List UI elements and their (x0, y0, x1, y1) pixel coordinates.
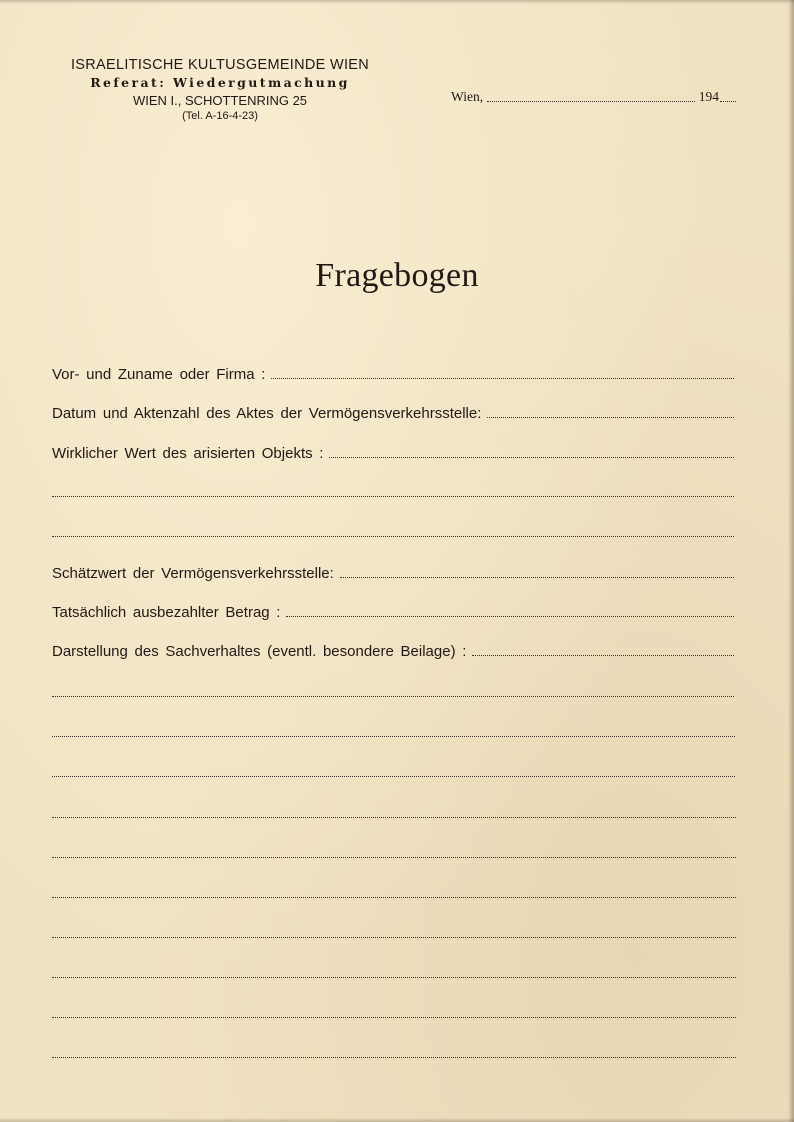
field-description-label: Darstellung des Sachverhaltes (eventl. besondere Beilage) : (52, 643, 467, 660)
answer-line[interactable] (52, 977, 736, 978)
field-paid-amount-fill-line[interactable] (286, 615, 734, 617)
answer-line[interactable] (52, 776, 735, 777)
date-fill-line[interactable] (487, 100, 695, 102)
field-paid-amount (52, 604, 734, 621)
answer-line[interactable] (52, 897, 736, 898)
year-fill-line[interactable] (720, 100, 736, 102)
place-label: Wien, (451, 89, 484, 104)
field-name-label: Vor- und Zuname oder Firma : (52, 366, 266, 383)
telephone: (Tel. A-16-4-23) (182, 110, 258, 122)
answer-line[interactable] (52, 817, 736, 818)
field-date-file-number-fill-line[interactable] (487, 416, 734, 418)
answer-line[interactable] (52, 536, 734, 537)
field-name-fill-line[interactable] (271, 377, 734, 379)
answer-line[interactable] (52, 857, 736, 858)
field-actual-value (52, 445, 734, 462)
department-name: Referat: Wiedergutmachung (90, 75, 350, 91)
year-prefix: 194 (698, 89, 719, 104)
organization-name: ISRAELITISCHE KULTUSGEMEINDE WIEN (70, 57, 370, 73)
field-estimated-value-label: Schätzwert der Vermögensverkehrsstelle: (52, 565, 334, 582)
field-actual-value-label: Wirklicher Wert des arisierten Objekts : (52, 445, 324, 462)
place-date-line (451, 89, 736, 105)
field-description-fill-line[interactable] (472, 654, 734, 656)
paper-edge-top (0, 0, 794, 4)
answer-line[interactable] (52, 1017, 736, 1018)
form-title: Fragebogen (315, 257, 479, 294)
field-estimated-value (52, 565, 734, 582)
field-date-file-number (52, 405, 734, 422)
answer-line[interactable] (52, 1057, 736, 1058)
address: WIEN I., SCHOTTENRING 25 (132, 92, 308, 108)
field-estimated-value-fill-line[interactable] (340, 576, 734, 578)
answer-line[interactable] (52, 937, 736, 938)
answer-line[interactable] (52, 736, 735, 737)
answer-line[interactable] (52, 696, 734, 697)
field-date-file-number-label: Datum und Aktenzahl des Aktes der Vermögensverkehrsstelle: (52, 405, 482, 422)
field-actual-value-fill-line[interactable] (329, 456, 734, 458)
field-paid-amount-label: Tatsächlich ausbezahlter Betrag : (52, 604, 281, 621)
answer-line[interactable] (52, 496, 734, 497)
paper-edge-right (788, 0, 794, 1122)
field-name (52, 366, 734, 383)
paper-edge-bottom (0, 1118, 794, 1122)
field-description (52, 643, 734, 660)
letterhead (40, 56, 400, 124)
